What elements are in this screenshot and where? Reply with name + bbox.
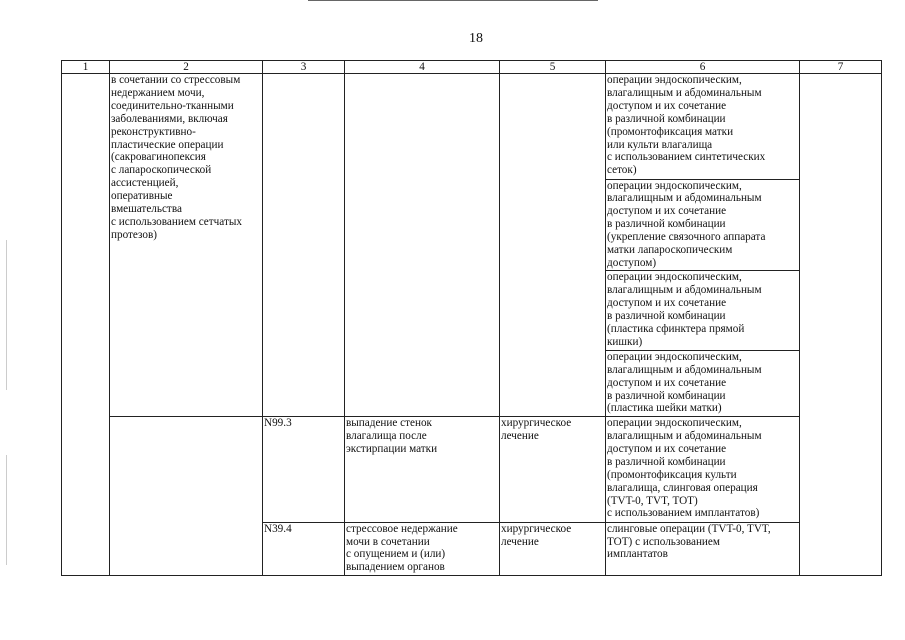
column-number-6: 6: [606, 61, 800, 74]
column-number-3: 3: [263, 61, 345, 74]
table-row: [62, 417, 882, 523]
procedures-table: [61, 60, 882, 576]
top-rule: [308, 0, 598, 1]
cell-model-empty: [345, 74, 500, 417]
cell-method: слинговые операции (TVT-0, TVT, TOT) с использованием имплантатов: [606, 522, 800, 575]
cell-treatment-type-empty: [500, 74, 606, 417]
cell-diagnosis-code-empty: [263, 74, 345, 417]
table-row: [62, 74, 882, 180]
cell-condition: выпадение стенок влагалища после экстирпации матки: [345, 417, 500, 523]
cell-treatment-type: хирургическое лечение: [500, 522, 606, 575]
cell-method-cervix-plasty: операции эндоскопическим, влагалищным и абдоминальным доступом и их сочетание в различной комбинации (пластика шейки матки): [606, 350, 800, 416]
page-number: 18: [469, 31, 483, 46]
cell-method: операции эндоскопическим, влагалищным и абдоминальным доступом и их сочетание в различной комбинации (промонтофиксация культи влагалища, слинговая операция (TVT-0, TVT, TOT) с использованием имплантатов): [606, 417, 800, 523]
scan-edge-line: [6, 455, 7, 565]
scan-edge-line: [6, 240, 7, 390]
cell-method-sphincter-plasty: операции эндоскопическим, влагалищным и абдоминальным доступом и их сочетание в различной комбинации (пластика сфинктера прямой кишки): [606, 271, 800, 350]
column-number-7: 7: [800, 61, 882, 74]
cell-method-ligament-strengthening: операции эндоскопическим, влагалищным и абдоминальным доступом и их сочетание в различной комбинации (укрепление связочного аппарата матки лапароскопическим доступом): [606, 179, 800, 271]
cell-col7: [800, 74, 882, 576]
column-number-1: 1: [62, 61, 110, 74]
cell-condition-description: в сочетании со стрессовым недержанием мочи, соединительно-тканными заболеваниями, включая реконструктивно- пластические операции (сакровагинопексия с лапароскопической ассистенцией, оперативные вмешательства с использованием сетчатых протезов): [110, 74, 263, 417]
cell-treatment-type: хирургическое лечение: [500, 417, 606, 523]
cell-diagnosis-code: N39.4: [263, 522, 345, 575]
cell-method-promontofixation: операции эндоскопическим, влагалищным и абдоминальным доступом и их сочетание в различной комбинации (промонтофиксация матки или культи влагалища с использованием синтетических сеток): [606, 74, 800, 180]
cell-col2-continued: [110, 417, 263, 576]
column-number-4: 4: [345, 61, 500, 74]
cell-condition: стрессовое недержание мочи в сочетании с опущением и (или) выпадением органов: [345, 522, 500, 575]
column-number-2: 2: [110, 61, 263, 74]
table-header-row: [62, 61, 882, 74]
column-number-5: 5: [500, 61, 606, 74]
cell-diagnosis-code: N99.3: [263, 417, 345, 523]
cell-col1: [62, 74, 110, 576]
